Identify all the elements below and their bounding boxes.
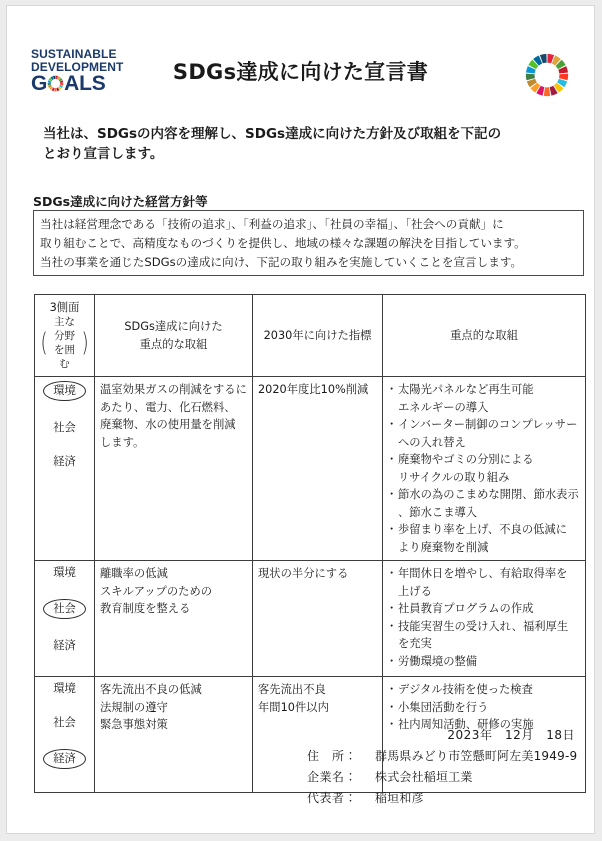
action-line: スキルアップのための: [100, 584, 213, 598]
focus-list-item: ・ 廃棄物やゴミの分別による リサイクルの取り組み: [388, 451, 580, 486]
circled-aspect-marker: 経済: [43, 749, 86, 769]
sdg-color-wheel-icon: [524, 52, 570, 98]
aspect-note-line1: 主な分野: [54, 316, 75, 342]
focus-list-item: ・ 太陽光パネルなど再生可能 エネルギーの導入: [388, 381, 580, 416]
target-line: 現状の半分にする: [258, 567, 349, 580]
document-footer: [307, 724, 587, 809]
aspect-label-economy: 経済: [53, 455, 76, 468]
cell-aspect: [35, 377, 95, 561]
cell-action: [95, 677, 253, 793]
representative-label: 代表者：: [307, 791, 358, 805]
document-page: [6, 5, 595, 834]
focus-list-item: ・ 社内周知活動、研修の実施: [388, 716, 580, 734]
footer-row-representative: [307, 788, 587, 809]
cell-action: [95, 377, 253, 561]
policy-heading: SDGs達成に向けた経営方針等: [33, 194, 208, 209]
aspect-label-society: 社会: [53, 716, 76, 729]
representative-value: 稲垣和彦: [375, 791, 424, 805]
action-line: します。: [100, 435, 145, 449]
focus-list: [388, 381, 580, 556]
footer-row-address: [307, 746, 587, 767]
declaration-date: 2023年 12月 18日: [447, 728, 575, 742]
cell-action: [95, 561, 253, 677]
focus-list-item: ・ 社員教育プログラムの作成: [388, 600, 580, 618]
focus-list-item: ・ 労働環境の整備: [388, 653, 580, 671]
table-row: [35, 561, 586, 677]
address-value: 群馬県みどり市笠懸町阿左美1949-9: [375, 749, 578, 763]
circled-aspect-marker: 社会: [43, 599, 86, 619]
policy-line-3: 当社の事業を通じたSDGsの達成に向け、下記の取り組みを実施していくことを宣言します。: [40, 255, 523, 269]
table-row: [35, 377, 586, 561]
intro-line-1: 当社は、SDGsの内容を理解し、SDGs達成に向けた方針及び取組を下記の: [43, 126, 502, 142]
cell-aspect: [35, 561, 95, 677]
sdg-logo-g: G: [31, 72, 48, 95]
sdg-commitments-table: [34, 294, 586, 793]
action-line: 客先流出不良の低減: [100, 683, 202, 696]
cell-focus: [383, 377, 586, 561]
company-label: 企業名：: [307, 770, 358, 784]
focus-list-item: ・ デジタル技術を使った検査: [388, 681, 580, 699]
target-line: 2020年度比10%削減: [258, 383, 369, 396]
column-header-action: [95, 295, 253, 377]
focus-list-item: ・ インバーター制御のコンプレッサー への入れ替え: [388, 416, 580, 451]
focus-list-item: ・ 技能実習生の受け入れ、福利厚生 を充実: [388, 618, 580, 653]
action-line: 法規制の遵守: [100, 700, 168, 714]
action-line: 緊急事態対策: [100, 718, 168, 731]
cell-aspect: [35, 677, 95, 793]
sdg-logo-als: ALS: [64, 72, 106, 95]
focus-list-item: ・ 節水の為のこまめな開閉、節水表示 、節水こま導入: [388, 486, 580, 521]
circled-aspect-marker: 環境: [43, 381, 86, 401]
action-line: 教育制度を整える: [100, 602, 191, 615]
aspect-label-economy: 経済: [53, 639, 76, 652]
aspect-label-environment: [40, 381, 89, 401]
action-line: 離職率の低減: [100, 567, 168, 580]
column-header-aspect-title: 3側面: [49, 301, 80, 314]
sdg-logo-line2: DEVELOPMENT: [31, 59, 124, 74]
table-header-row: [35, 295, 586, 377]
intro-statement: [43, 124, 573, 164]
target-line: 年間10件以内: [258, 700, 329, 714]
intro-line-2: とおり宣言します。: [43, 146, 164, 162]
policy-line-1: 当社は経営理念である「技術の追求」、「利益の追求」、「社員の幸福」、「社会への貢献」に: [40, 217, 504, 231]
aspect-label-environment: 環境: [53, 682, 76, 695]
paren-left: (: [40, 328, 48, 358]
cell-focus: [383, 561, 586, 677]
column-header-focus: 重点的な取組: [383, 295, 586, 377]
company-value: 株式会社稲垣工業: [375, 770, 473, 784]
aspect-label-society: [40, 599, 89, 619]
column-header-target: 2030年に向けた指標: [253, 295, 383, 377]
page-title: SDGs達成に向けた宣言書: [172, 60, 429, 84]
focus-list-item: ・ 年間休日を増やし、有給取得率を 上げる: [388, 565, 580, 600]
column-header-aspect-note: [39, 315, 90, 371]
paren-right: ): [81, 328, 89, 358]
aspect-label-environment: 環境: [53, 566, 76, 579]
policy-line-2: 取り組むことで、高精度なものづくりを提供し、地域の様々な課題の解決を目指しています。: [40, 236, 526, 250]
target-line: 客先流出不良: [258, 683, 326, 696]
cell-target: [253, 377, 383, 561]
action-line: 廃棄物、水の使用量を削減: [100, 418, 236, 431]
column-header-action-line1: SDGs達成に向けた: [124, 320, 223, 333]
aspect-label-economy: [40, 749, 89, 769]
action-line: あたり、電力、化石燃料、: [100, 400, 236, 414]
address-label: 住 所：: [307, 749, 358, 763]
focus-list-item: ・ 小集団活動を行う: [388, 699, 580, 717]
aspect-note-line2: を囲む: [54, 344, 75, 370]
cell-target: [253, 561, 383, 677]
action-line: 温室効果ガスの削減をするに: [100, 383, 247, 396]
policy-box: [33, 210, 584, 276]
focus-list: [388, 565, 580, 670]
document-header: [7, 6, 594, 95]
sdg-logo-line1: SUSTAINABLE: [31, 47, 117, 61]
column-header-action-line2: 重点的な取組: [139, 337, 208, 351]
aspect-label-society: 社会: [53, 421, 76, 434]
column-header-aspect: [35, 295, 95, 377]
footer-row-company: [307, 767, 587, 788]
focus-list-item: ・ 歩留まり率を上げ、不良の低減に より廃棄物を削減: [388, 521, 580, 556]
